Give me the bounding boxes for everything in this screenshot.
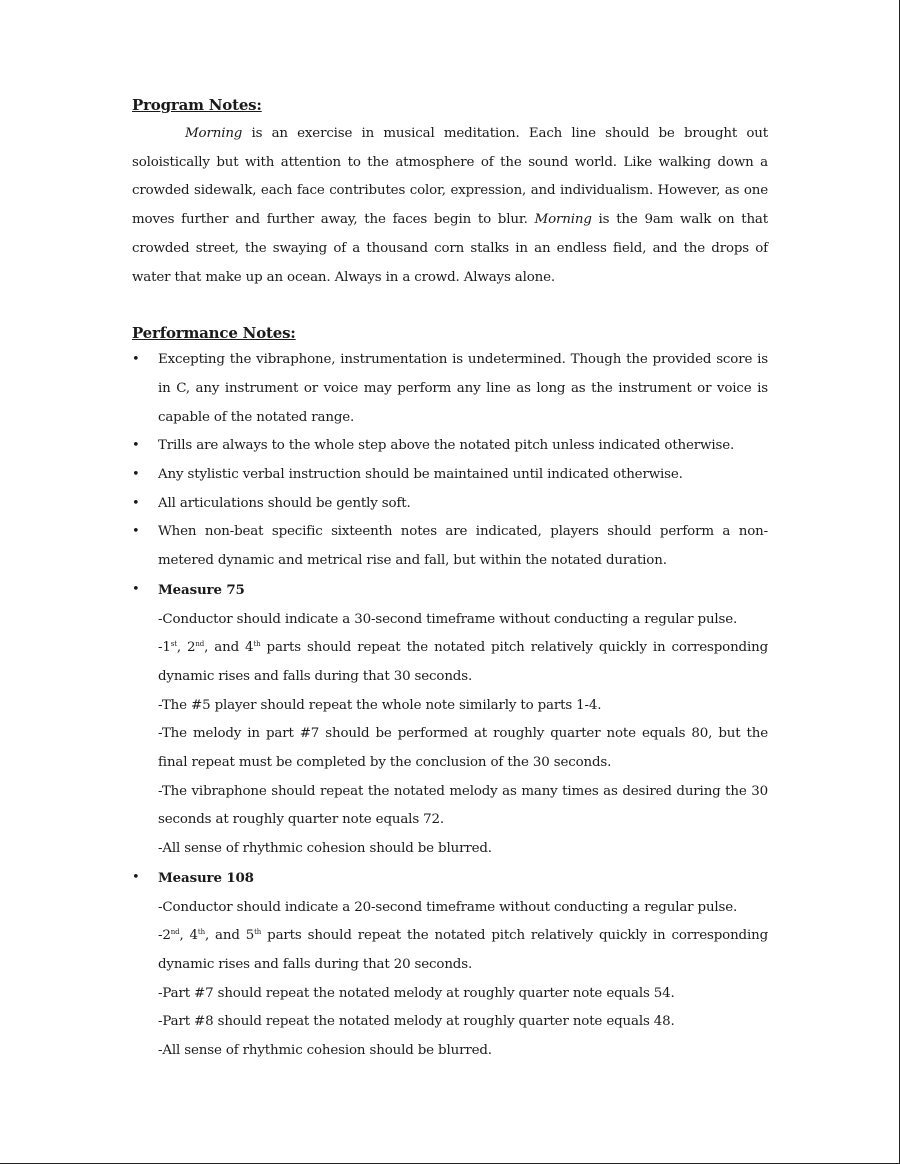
bullet-icon: •	[132, 467, 140, 483]
measure-75-line: -All sense of rhythmic cohesion should be blurred.	[158, 841, 492, 857]
list-item: • All articulations should be gently soft.	[132, 490, 768, 519]
bullet-icon: •	[132, 495, 140, 511]
measure-75-line: -Conductor should indicate a 30-second timeframe without conducting a regular pulse.	[158, 611, 738, 627]
measure-75-heading: Measure 75	[158, 581, 245, 598]
measure-75-line: -The #5 player should repeat the whole note similarly to parts 1-4.	[158, 697, 602, 713]
paragraph-text-1: is an exercise in musical meditation. Each line should be brought out soloistically but with attention to the atmosphere of the sound world. Like walking down a crowded sidewalk, each face contributes color, expression, and individualism. However, as one moves further and further away, the faces begin to blur.	[132, 126, 768, 228]
list-item: • Excepting the vibraphone, instrumentation is undetermined. Though the provided score is in C, any instrument or voice may perform any line as long as the instrument or voice is capable of the notated range.	[132, 346, 768, 432]
bullet-icon: •	[132, 438, 140, 454]
performance-notes-list	[132, 346, 768, 1066]
bullet-icon: •	[132, 352, 140, 368]
measure-108-line: -Part #7 should repeat the notated melody at roughly quarter note equals 54.	[158, 985, 675, 1001]
measure-108-item	[132, 864, 768, 1066]
program-notes-paragraph	[132, 120, 768, 292]
measure-75-line: -The vibraphone should repeat the notated melody as many times as desired during the 30 seconds at roughly quarter note equals 72.	[158, 783, 768, 828]
list-item: • When non-beat specific sixteenth notes are indicated, players should perform a non-metered dynamic and metrical rise and fall, but within the notated duration.	[132, 518, 768, 575]
measure-108-heading: Measure 108	[158, 869, 254, 886]
measure-108-line: -2nd, 4th, and 5th parts should repeat the notated pitch relatively quickly in corresponding dynamic rises and falls during that 20 seconds.	[158, 928, 768, 972]
measure-108-line: -Conductor should indicate a 20-second timeframe without conducting a regular pulse.	[158, 899, 738, 915]
bullet-icon: •	[132, 524, 140, 540]
list-item: • Any stylistic verbal instruction should be maintained until indicated otherwise.	[132, 461, 768, 490]
paragraph-text-2: is the 9am walk on that crowded street, the swaying of a thousand corn stalks in an endless field, and the drops of water that make up an ocean. Always in a crowd. Always alone.	[132, 212, 768, 285]
title-morning: Morning	[534, 212, 592, 228]
program-notes-heading: Program Notes:	[132, 96, 262, 114]
measure-108-line: -All sense of rhythmic cohesion should be blurred.	[158, 1043, 492, 1059]
measure-75-line: -1st, 2nd, and 4th parts should repeat the notated pitch relatively quickly in corresponding dynamic rises and falls during that 30 seconds.	[158, 640, 768, 684]
performance-notes-heading: Performance Notes:	[132, 324, 296, 343]
measure-75-item	[132, 576, 768, 864]
bullet-icon: •	[132, 869, 140, 885]
measure-108-line: -Part #8 should repeat the notated melody at roughly quarter note equals 48.	[158, 1014, 675, 1030]
bullet-icon: •	[132, 581, 140, 597]
document-content	[132, 94, 768, 1066]
title-morning: Morning	[185, 126, 243, 141]
list-item: • Trills are always to the whole step above the notated pitch unless indicated otherwise.	[132, 432, 768, 461]
measure-75-line: -The melody in part #7 should be performed at roughly quarter note equals 80, but the final repeat must be completed by the conclusion of the 30 seconds.	[158, 726, 768, 771]
